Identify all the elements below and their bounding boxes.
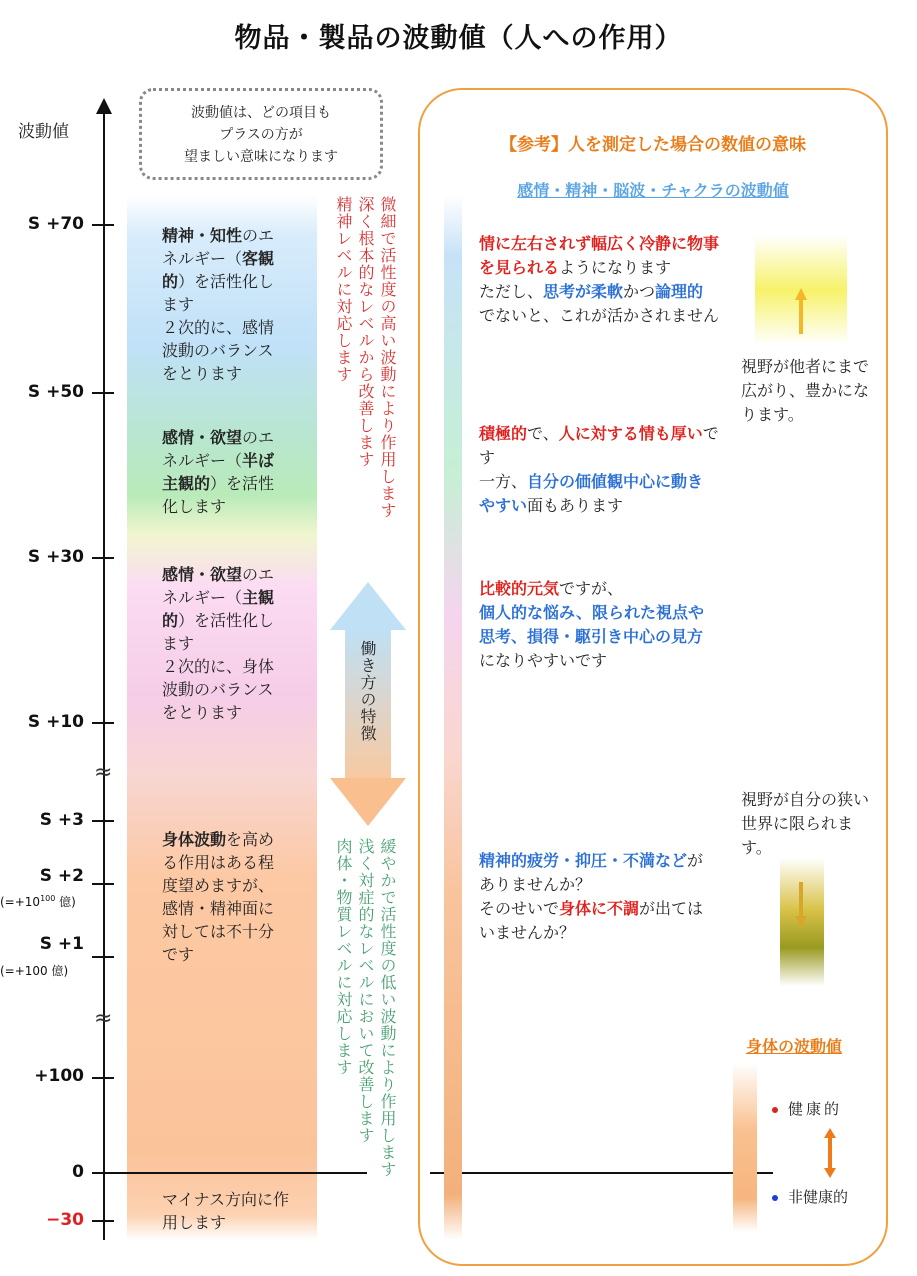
tick-label-s10: S +10 — [27, 712, 84, 732]
reference-title: 【参考】人を測定した場合の数値の意味 — [500, 135, 806, 155]
tick-label-minus30: −30 — [46, 1210, 84, 1230]
tick-label-s50: S +50 — [27, 382, 84, 402]
tick-mark — [92, 1220, 114, 1222]
tick-mark — [92, 557, 114, 559]
zero-line — [92, 1172, 367, 1174]
vertical-line: 微細で活性度の高い波動により作用します — [378, 196, 397, 519]
block-emotion-subjective: 感情・欲望のエネルギー（主観的）を活性化します ２次的に、身体波動のバランスをとります — [162, 565, 275, 722]
note-box — [139, 88, 383, 180]
vertical-text-low — [332, 838, 398, 1238]
block-spirit-intellect: 精神・知性のエネルギー（客観的）を活性化します ２次的に、感情波動のバランスをとります — [162, 226, 275, 383]
note-line: 波動値は、どの項目も — [191, 105, 331, 121]
reference-gradient-bar — [444, 195, 462, 1240]
tick-label-s70: S +70 — [27, 214, 84, 234]
legend-healthy: 健康的 — [772, 1098, 842, 1119]
side-text-up: 視野が他者にまで広がり、豊かになります。 — [741, 357, 870, 424]
arrow-up-icon — [330, 582, 406, 630]
arrow-label: 働き方の特徴 — [358, 640, 377, 742]
page-title: 物品・製品の波動値（人への作用） — [234, 23, 683, 54]
vertical-line: 浅く対症的なレベルにおいて改善します — [356, 838, 375, 1144]
arrow-down-icon — [330, 778, 406, 826]
block-physical: 身体波動を高める作用はある程度望めますが、感情・精神面に対しては不十分です — [162, 830, 275, 964]
tick-mark — [92, 956, 114, 958]
legend-unhealthy: 非健康的 — [772, 1186, 848, 1207]
vertical-line: 緩やかで活性度の低い波動により作用します — [378, 838, 397, 1178]
vertical-line: 深く根本的なレベルから改善します — [356, 196, 375, 468]
body-wave-title: 身体の波動値 — [746, 1037, 843, 1056]
reference-text-mid: 積極的で、人に対する情も厚いです 一方、自分の価値観中心に動きやすい面もあります — [479, 424, 719, 515]
tick-mark — [92, 883, 114, 885]
double-arrow-icon — [824, 1128, 836, 1178]
vertical-text-high — [332, 196, 398, 576]
block-negative: マイナス方向に作用します — [162, 1190, 290, 1232]
body-gradient-bar — [733, 1062, 757, 1232]
vertical-line: 精神レベルに対応します — [334, 196, 353, 383]
axis-label: 波動値 — [18, 122, 69, 142]
reference-subtitle: 感情・精神・脳波・チャクラの波動値 — [517, 181, 789, 200]
blue-dot-icon — [772, 1195, 778, 1201]
tick-mark — [92, 1077, 114, 1079]
tick-sublabel-s1: (=+100 億) — [0, 964, 69, 978]
reference-text-high: 情に左右されず幅広く冷静に物事を見られるようになります ただし、思考が柔軟かつ論理的でないと、これが活かされません — [479, 234, 720, 325]
tick-label-s3: S +3 — [39, 810, 84, 830]
reference-text-physical: 精神的疲労・抑圧・不満などがありませんか？ そのせいで身体に不調が出てはいませんか？ — [479, 851, 704, 942]
note-line: プラスの方が — [219, 127, 303, 143]
tick-sublabel-s2: ($=+10^{100}$ 億) — [0, 894, 76, 909]
block-emotion-semi: 感情・欲望のエネルギー（半ば主観的）を活性化します — [162, 428, 275, 516]
red-dot-icon — [772, 1107, 778, 1113]
tick-label-s30: S +30 — [27, 547, 84, 567]
tick-label-100: +100 — [34, 1066, 84, 1086]
tick-label-0: 0 — [72, 1162, 84, 1182]
tick-mark — [92, 820, 114, 822]
arrow-up-icon — [795, 288, 807, 334]
tick-mark — [92, 722, 114, 724]
arrow-down-icon — [795, 882, 807, 928]
tick-mark — [92, 224, 114, 226]
axis-break-symbol: ≈ — [94, 760, 113, 785]
tick-label-s1: S +1 — [39, 934, 84, 954]
reference-text-low: 比較的元気ですが、 個人的な悩み、限られた視点や思考、損得・駆引き中心の見方 になりやすいです — [479, 579, 704, 670]
axis-break-symbol: ≈ — [94, 1006, 113, 1031]
side-text-down: 視野が自分の狭い世界に限られます。 — [741, 790, 870, 857]
tick-mark — [92, 392, 114, 394]
vertical-line: 肉体・物質レベルに対応します — [334, 838, 353, 1076]
note-line: 望ましい意味になります — [184, 149, 338, 165]
tick-label-s2: S +2 — [39, 866, 84, 886]
y-axis-line — [103, 112, 105, 1240]
